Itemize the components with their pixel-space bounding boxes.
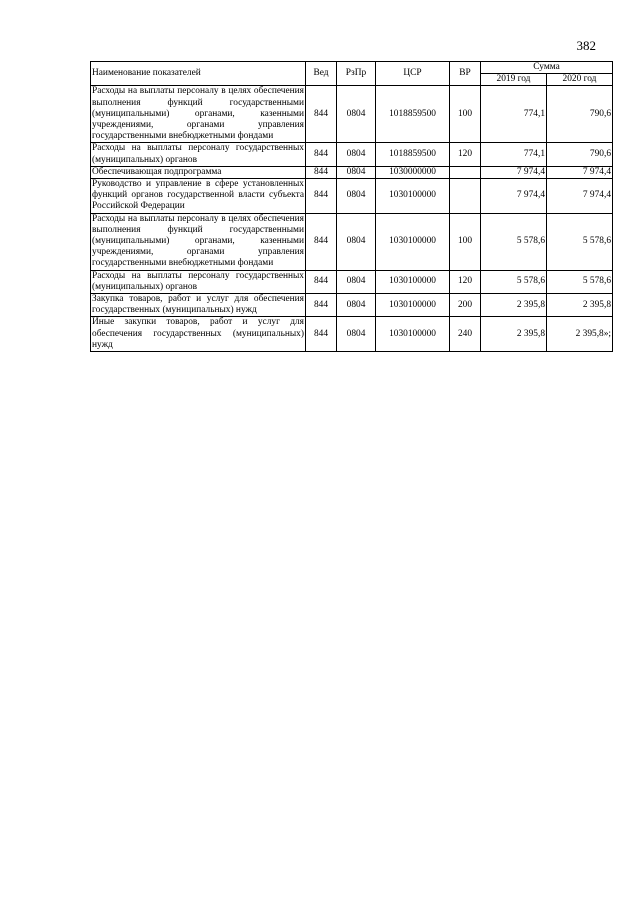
row-ved: 844 bbox=[306, 317, 337, 352]
header-year-2019: 2019 год bbox=[481, 74, 547, 86]
row-name: Иные закупки товаров, работ и услуг для обеспечения государственных (муниципальных) нужд bbox=[92, 317, 304, 350]
budget-table bbox=[90, 61, 613, 352]
row-sum-2020: 7 974,4 bbox=[547, 166, 613, 178]
row-vr: 200 bbox=[450, 294, 481, 317]
row-vr: 100 bbox=[450, 213, 481, 270]
row-rzpr: 0804 bbox=[337, 179, 376, 214]
row-sum-2019: 5 578,6 bbox=[481, 213, 547, 270]
row-vr bbox=[450, 166, 481, 178]
header-name: Наименование показателей bbox=[91, 62, 306, 86]
row-vr bbox=[450, 179, 481, 214]
row-sum-2019: 774,1 bbox=[481, 86, 547, 143]
header-vr: ВР bbox=[450, 62, 481, 86]
row-rzpr: 0804 bbox=[337, 294, 376, 317]
header-csr: ЦСР bbox=[376, 62, 450, 86]
row-csr: 1018859500 bbox=[376, 143, 450, 166]
row-sum-2019: 7 974,4 bbox=[481, 179, 547, 214]
row-ved: 844 bbox=[306, 86, 337, 143]
row-name: Расходы на выплаты персоналу государственных (муниципальных) органов bbox=[92, 270, 304, 292]
table-row bbox=[91, 86, 613, 143]
header-year-2020: 2020 год bbox=[547, 74, 613, 86]
row-csr: 1030000000 bbox=[376, 166, 450, 178]
row-csr: 1030100000 bbox=[376, 294, 450, 317]
table-row bbox=[91, 270, 613, 293]
row-sum-2020: 2 395,8 bbox=[547, 294, 613, 317]
row-sum-2020: 5 578,6 bbox=[547, 213, 613, 270]
row-ved: 844 bbox=[306, 213, 337, 270]
row-sum-2019: 2 395,8 bbox=[481, 317, 547, 352]
table-row bbox=[91, 166, 613, 178]
row-sum-2019: 5 578,6 bbox=[481, 270, 547, 293]
row-rzpr: 0804 bbox=[337, 317, 376, 352]
table-header-row bbox=[91, 62, 613, 74]
row-csr: 1030100000 bbox=[376, 213, 450, 270]
header-ved: Вед bbox=[306, 62, 337, 86]
row-csr: 1030100000 bbox=[376, 317, 450, 352]
row-name: Закупка товаров, работ и услуг для обеспечения государственных (муниципальных) нужд bbox=[92, 294, 304, 316]
row-ved: 844 bbox=[306, 143, 337, 166]
row-sum-2020: 5 578,6 bbox=[547, 270, 613, 293]
table-row bbox=[91, 143, 613, 166]
row-sum-2019: 774,1 bbox=[481, 143, 547, 166]
table-row bbox=[91, 179, 613, 214]
row-sum-2020: 2 395,8»; bbox=[547, 317, 613, 352]
row-name: Обеспечивающая подпрограмма bbox=[91, 166, 306, 178]
row-sum-2020: 7 974,4 bbox=[547, 179, 613, 214]
row-csr: 1030100000 bbox=[376, 179, 450, 214]
row-ved: 844 bbox=[306, 166, 337, 178]
page-number: 382 bbox=[576, 38, 596, 53]
row-rzpr: 0804 bbox=[337, 143, 376, 166]
table-row bbox=[91, 294, 613, 317]
row-ved: 844 bbox=[306, 270, 337, 293]
row-sum-2019: 2 395,8 bbox=[481, 294, 547, 317]
row-ved: 844 bbox=[306, 294, 337, 317]
row-sum-2020: 790,6 bbox=[547, 86, 613, 143]
row-ved: 844 bbox=[306, 179, 337, 214]
header-rzpr: РзПр bbox=[337, 62, 376, 86]
row-csr: 1018859500 bbox=[376, 86, 450, 143]
table-row bbox=[91, 317, 613, 352]
header-sum: Сумма bbox=[481, 62, 613, 74]
row-vr: 120 bbox=[450, 270, 481, 293]
row-sum-2019: 7 974,4 bbox=[481, 166, 547, 178]
row-name: Расходы на выплаты персоналу в целях обеспечения выполнения функций государственными (муниципальными) органами, казенными учреждениями, органами управления государственными внебюджетными фондами bbox=[92, 86, 304, 142]
row-rzpr: 0804 bbox=[337, 86, 376, 143]
row-rzpr: 0804 bbox=[337, 166, 376, 178]
row-name: Расходы на выплаты персоналу государственных (муниципальных) органов bbox=[92, 143, 304, 165]
row-vr: 240 bbox=[450, 317, 481, 352]
row-vr: 100 bbox=[450, 86, 481, 143]
row-sum-2020: 790,6 bbox=[547, 143, 613, 166]
row-rzpr: 0804 bbox=[337, 213, 376, 270]
row-name: Расходы на выплаты персоналу в целях обеспечения выполнения функций государственными (муниципальными) органами, казенными учреждениями, органами управления государственными внебюджетными фондами bbox=[92, 213, 304, 269]
row-name: Руководство и управление в сфере установленных функций органов государственной власти субъекта Российской Федерации bbox=[92, 179, 304, 212]
table-row bbox=[91, 213, 613, 270]
row-rzpr: 0804 bbox=[337, 270, 376, 293]
row-vr: 120 bbox=[450, 143, 481, 166]
row-csr: 1030100000 bbox=[376, 270, 450, 293]
